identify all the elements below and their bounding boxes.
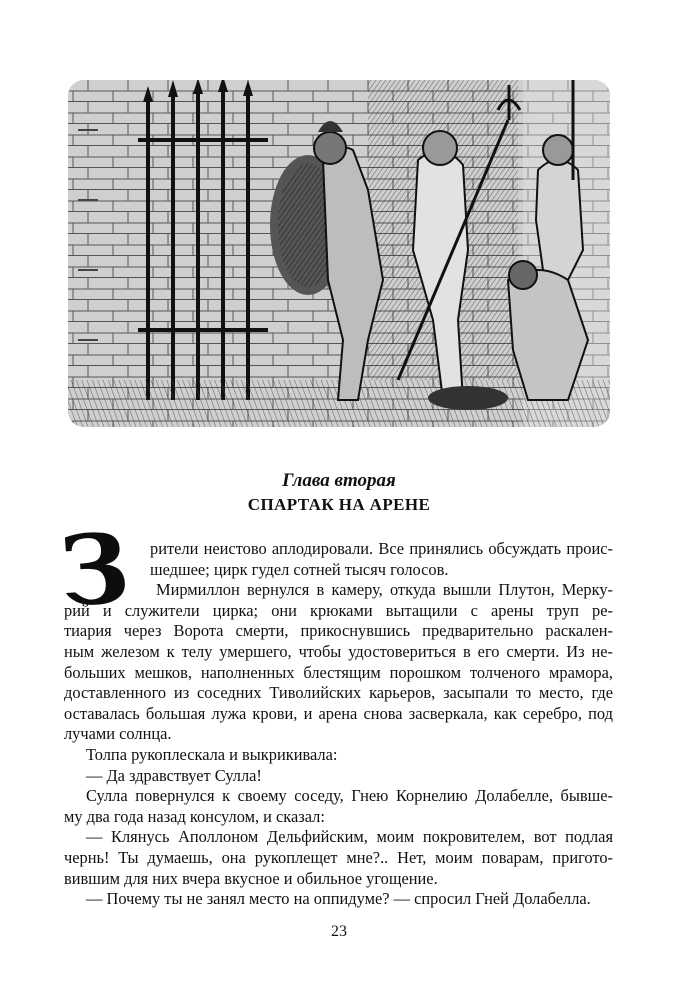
text-line: ным железом к телу умершего, чтобы удостовериться в его смерти. Из не- (64, 642, 613, 661)
text-line: Сулла повернулся к своему соседу, Гнею Корнелию Долабелле, бывше- (86, 786, 613, 806)
text-line: — Да здравствует Сулла! (86, 765, 262, 785)
engraving-illustration (68, 80, 610, 427)
text-line: чернь! Ты думаешь, она рукоплещет мне?.. Нет, моим поварам, пригото- (64, 848, 613, 867)
text-line: лучами солнца. (64, 724, 172, 744)
chapter-title: СПАРТАК НА АРЕНЕ (247, 495, 431, 514)
text-line: оставалась большая лужа крови, и арена снова засверкала, как серебро, под (64, 703, 613, 723)
drop-cap-letter: З (56, 511, 134, 629)
text-line: му два года назад консулом, и сказал: (64, 806, 325, 826)
gladiators-engraving (68, 80, 610, 427)
page-number: 23 (331, 923, 347, 940)
text-line: — Почему ты не занял место на оппидуме? — спросил Гней Долабелла. (86, 889, 591, 909)
text-line: рители неистово аплодировали. Все принялись обсуждать проис- (150, 539, 613, 558)
chapter-label: Глава вторая (282, 470, 396, 491)
text-line: — Клянусь Аполлоном Дельфийским, моим покровителем, вот подлая (86, 827, 613, 847)
text-line: шедшее; цирк гудел сотней тысяч голосов. (150, 559, 449, 579)
text-line: Толпа рукоплескала и выкрикивала: (86, 745, 338, 764)
text-line: больших мешков, наполненных блестящим порошком толченого мрамора, (64, 662, 613, 682)
text-line: Мирмиллон вернулся в камеру, откуда вышли Плутон, Мерку- (156, 580, 613, 600)
text-line: тиария через Ворота смерти, прикоснувшись предварительно раскален- (64, 621, 613, 641)
text-line: вившим для них вчера вкусное и обильное угощение. (64, 868, 438, 888)
text-line: рий и служители цирка; они крюками вытащили с арены труп ре- (64, 600, 613, 620)
text-line: доставленного из соседних Тиволийских карьеров, засыпали то место, где (64, 683, 613, 703)
